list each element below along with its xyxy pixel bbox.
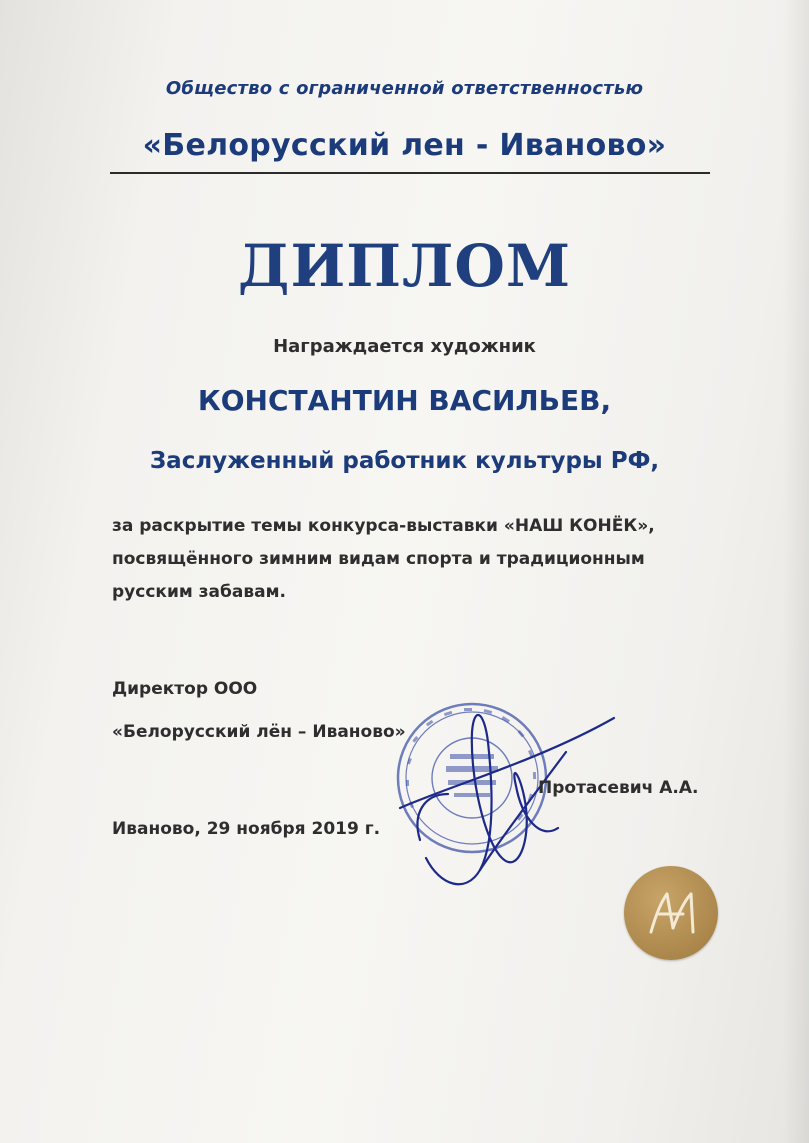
- award-line: Награждается художник: [273, 336, 536, 357]
- org-name-line: «Белорусский лен - Иваново»: [142, 128, 667, 163]
- honor-title: Заслуженный работник культуры РФ,: [149, 448, 660, 474]
- monogram-icon: [641, 888, 701, 938]
- gold-monogram-logo-icon: [624, 866, 718, 960]
- recipient-name: КОНСТАНТИН ВАСИЛЬЕВ,: [197, 384, 612, 417]
- director-position-line2: «Белорусский лён – Иваново»: [112, 722, 406, 742]
- place-and-date: Иваново, 29 ноября 2019 г.: [112, 819, 381, 839]
- diploma-title: ДИПЛОМ: [237, 232, 572, 300]
- paper-edge-shadow: [783, 0, 809, 1143]
- org-type-line: Общество с ограниченной ответственностью: [165, 78, 644, 99]
- handwritten-signature-icon: [380, 690, 640, 910]
- signer-name: Протасевич А.А.: [538, 778, 699, 798]
- award-reason: [112, 510, 752, 609]
- director-position-line1: Директор ООО: [112, 679, 258, 699]
- header-divider: [110, 172, 710, 174]
- reason-line: за раскрытие темы конкурса-выставки «НАШ КОНЁК»,: [112, 516, 655, 536]
- reason-line: русским забавам.: [112, 582, 286, 602]
- reason-line: посвящённого зимним видам спорта и традиционным: [112, 549, 645, 569]
